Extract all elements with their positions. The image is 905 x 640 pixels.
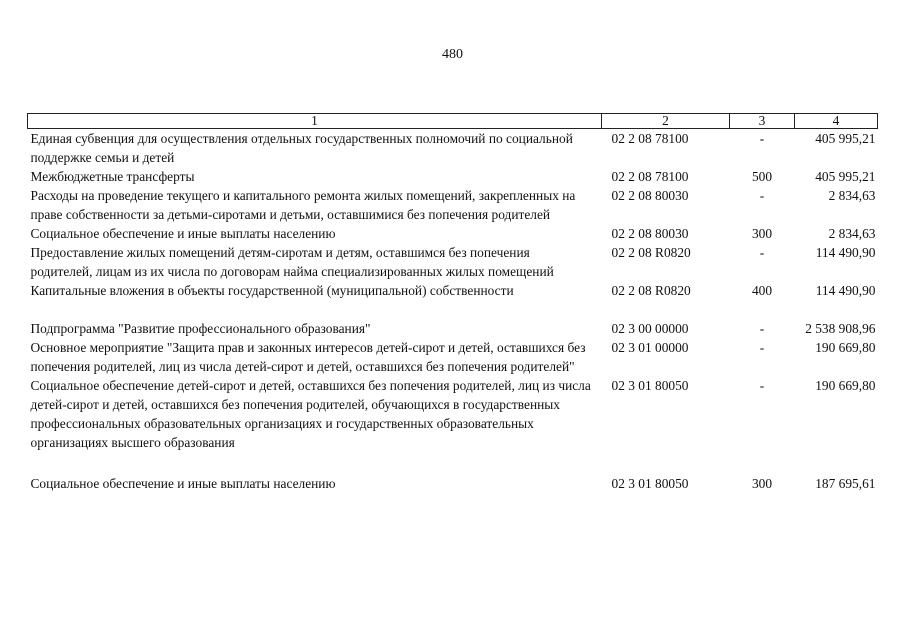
row-amount: 2 834,63 xyxy=(828,188,876,203)
table-row xyxy=(28,186,878,224)
row-type: 300 xyxy=(751,476,773,491)
row-name: Основное мероприятие "Защита прав и законных интересов детей-сирот и детей, оставшихся без попечения родителей, лиц из числа детей-сирот и детей, оставшихся без попечения родителей" xyxy=(30,340,586,374)
row-type: - xyxy=(759,131,765,146)
row-code: 02 2 08 80030 xyxy=(611,188,689,203)
table-row xyxy=(28,243,878,281)
row-code: 02 2 08 78100 xyxy=(611,169,689,184)
header-col-4: 4 xyxy=(795,114,878,129)
row-code: 02 3 00 00000 xyxy=(611,321,689,336)
row-type: - xyxy=(759,245,765,260)
row-amount: 190 669,80 xyxy=(815,340,876,355)
row-amount: 2 834,63 xyxy=(828,226,876,241)
table-row xyxy=(28,338,878,376)
row-type: 500 xyxy=(751,169,773,184)
row-code: 02 2 08 80030 xyxy=(611,226,689,241)
row-code: 02 3 01 80050 xyxy=(611,476,689,491)
row-type: 300 xyxy=(751,226,773,241)
header-col-1: 1 xyxy=(28,114,602,129)
row-name: Межбюджетные трансферты xyxy=(30,169,195,184)
table-row xyxy=(28,452,878,493)
table-row xyxy=(28,167,878,186)
row-type: 400 xyxy=(751,283,773,298)
row-name: Социальное обеспечение и иные выплаты населению xyxy=(30,226,336,241)
header-col-3: 3 xyxy=(730,114,795,129)
header-col-2: 2 xyxy=(602,114,730,129)
table-row xyxy=(28,300,878,338)
row-code: 02 2 08 R0820 xyxy=(611,245,691,260)
budget-table xyxy=(27,113,878,493)
row-type: - xyxy=(759,340,765,355)
row-amount: 190 669,80 xyxy=(815,378,876,393)
table-row xyxy=(28,224,878,243)
row-amount: 114 490,90 xyxy=(815,245,876,260)
row-name: Предоставление жилых помещений детям-сиротам и детям, оставшимся без попечения родителей, лицам из их числа по договорам найма специализированных жилых помещений xyxy=(30,245,554,279)
row-name: Капитальные вложения в объекты государственной (муниципальной) собственности xyxy=(30,283,514,298)
table-row xyxy=(28,281,878,300)
row-amount: 405 995,21 xyxy=(815,169,876,184)
row-name: Расходы на проведение текущего и капитального ремонта жилых помещений, закрепленных на праве собственности за детьми-сиротами и детьми, оставшимися без попечения родителей xyxy=(30,188,576,222)
row-amount: 187 695,61 xyxy=(815,476,876,491)
row-code: 02 3 01 80050 xyxy=(611,378,689,393)
table-header-row xyxy=(28,114,878,129)
row-amount: 405 995,21 xyxy=(815,131,876,146)
row-code: 02 3 01 00000 xyxy=(611,340,689,355)
row-amount: 114 490,90 xyxy=(815,283,876,298)
row-code: 02 2 08 78100 xyxy=(611,131,689,146)
row-type: - xyxy=(759,321,765,336)
row-name: Социальное обеспечение детей-сирот и детей, оставшихся без попечения родителей, лиц из числа детей-сирот и детей, оставшихся без попечения родителей, обучающихся в государственных профессиональных образовательных организациях и государственных образовательных организациях высшего образования xyxy=(30,378,591,450)
row-code: 02 2 08 R0820 xyxy=(611,283,691,298)
table-row xyxy=(28,376,878,452)
row-type: - xyxy=(759,378,765,393)
row-name: Единая субвенция для осуществления отдельных государственных полномочий по социальной поддержке семьи и детей xyxy=(30,131,573,165)
row-name: Подпрограмма "Развитие профессионального образования" xyxy=(30,321,371,336)
row-name: Социальное обеспечение и иные выплаты населению xyxy=(30,476,336,491)
table-row xyxy=(28,129,878,168)
row-amount: 2 538 908,96 xyxy=(805,321,876,336)
row-type: - xyxy=(759,188,765,203)
page-number: 480 xyxy=(442,47,463,62)
